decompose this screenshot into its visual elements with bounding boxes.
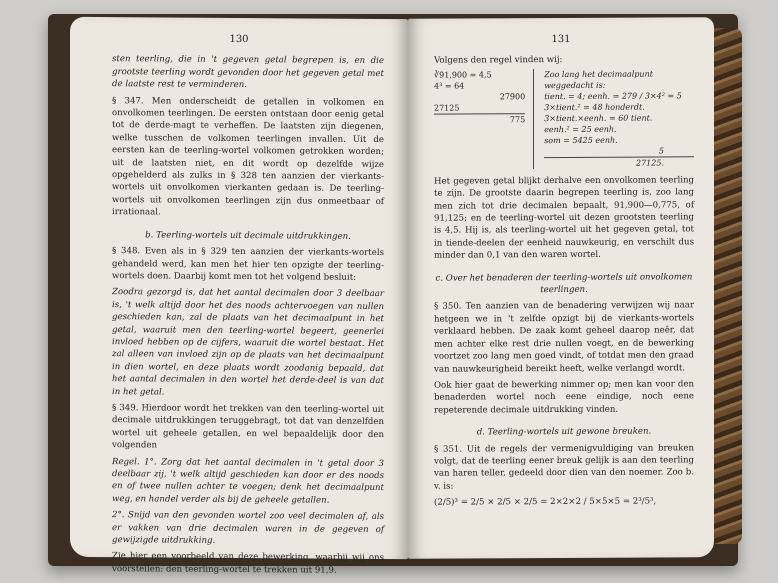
calc-line: 27900: [499, 92, 526, 102]
calc-left: [434, 69, 534, 170]
calc-line: 3×tient.² = 48 honderdt.: [544, 102, 645, 112]
page-number: 131: [551, 33, 571, 46]
calc-line: 27125.: [544, 156, 694, 169]
paragraph: Het gegeven getal blijkt derhalve een onvolkomen teerling te zijn. De grootste daarin begrepen teerling is, zoo lang men zich tot drie decimalen bepaalt, 91,900—0,775, of 91,125; en de teerling-wortel uit dezen grootsten teerling is 4,5. Hij is, als teerling-wortel uit het gegeven getal, tot in tiende-deelen der eenheid nauwkeurig, en verschilt dus minder dan 0,1 van den waren wortel.: [434, 175, 694, 261]
calc-line: eenh.² = 25 eenh.: [544, 124, 617, 134]
cube-root-calculation: [434, 68, 694, 169]
paragraph: Ook hier gaat de bewerking nimmer op; men kan voor den benaderden wortel noch eene eindige, noch eene repeterende decimale uitdrukking vinden.: [434, 379, 694, 416]
calc-line: 27125: [434, 103, 460, 113]
section-heading: c. Over het benaderen der teerling-wortels uit onvolkomen teerlingen.: [435, 271, 693, 296]
section-heading: b. Teerling-wortels uit decimale uitdrukkingen.: [145, 230, 351, 242]
paragraph: § 348. Even als in § 329 ten aanzien der vierkants-wortels gehandeld werd, kan men het hier ten opzigte der teerling-wortels doen. Daarbij komt men tot het volgend besluit:: [112, 246, 384, 283]
page-number: 130: [229, 33, 249, 46]
calc-line: 4³ = 64: [434, 81, 465, 91]
left-page-text: [70, 53, 408, 577]
calc-right: [534, 68, 694, 169]
paragraph: § 350. Ten aanzien van de benadering verwijzen wij naar hetgeen we in 't zelfde opzigt bij de vierkants-wortels verklaard hebben. De zaak komt geheel daarop neêr, dat men achter elke rest drie nullen voegt, en de bewerking voortzet zoo lang men goed vindt, of totdat men den graad van nauwkeurigheid bereikt heeft, welke verlangd wordt.: [434, 300, 694, 375]
paragraph: sten teerling, die in 't gegeven getal begrepen is, en die grootste teerling wordt gevonden door het gegeven getal met de laatste rest te verminderen.: [112, 54, 384, 91]
calc-line: 5: [658, 146, 664, 156]
calc-intro: Volgens den regel vinden wij:: [434, 55, 563, 67]
right-page-text: [434, 174, 694, 509]
calc-line: ∛91,900 = 4,5: [434, 70, 492, 80]
right-page: [408, 17, 714, 559]
calc-line: 3×tient.×eenh. = 60 tient.: [544, 113, 653, 123]
calc-line: som = 5425 eenh.: [544, 135, 618, 145]
paragraph: § 349. Hierdoor wordt het trekken van den teerling-wortel uit decimale uitdrukkingen teruggebragt, tot dat van denzelfden wortel uit geheele getallen, en wel bepaaldelijk door den volgenden: [112, 403, 384, 451]
calc-line: 775: [434, 113, 525, 125]
calc-line: Zoo lang het decimaalpunt weggedacht is:: [544, 69, 653, 90]
paragraph: 2°. Snijd van den gevonden wortel zoo veel decimalen af, als er vakken van drie decimalen waren in de gegeven of gewijzigde uitdrukking.: [112, 510, 384, 546]
paragraph: Zoodra gezorgd is, dat het aantal decimalen door 3 deelbaar is, 't welk altijd door het des noods achtervoegen van nullen geschieden kan, zal de plaats van het decimaalpunt in het getal, waaruit men den teerling-wortel begeert, geenerlei invloed hebben op de cijfers, waaruit die wortel bestaat. Het zal alleen van invloed zijn op de plaats van het decimaalpunt in dien wortel, en deze plaats wordt zoodanig bepaald, dat het aantal decimalen in den wortel het derde-deel is van dat in het getal.: [112, 287, 384, 398]
paragraph: § 351. Uit de regels der vermenigvuldiging van breuken volgt, dat de teerling eener breuk gelijk is aan den teerling van haren teller, gedeeld door dien van den noemer. Zoo b. v. is:: [434, 442, 694, 492]
paragraph: Regel. 1°. Zorg dat het aantal decimalen in 't getal door 3 deelbaar zij, 't welk altijd geschieden kan door er des noods en of twee nullen achter te voegen; denk het decimaalpunt weg, en handel verder als bij de geheele getallen.: [112, 456, 384, 506]
paragraph: (2/5)³ = 2/5 × 2/5 × 2/5 = 2×2×2 / 5×5×5 = 2³/5³,: [434, 496, 657, 508]
paragraph: Zie hier een voorbeeld van deze bewerking, waarbij wij ons voorstellen: den teerling-wortel te trekken uit 91,9.: [112, 551, 384, 576]
calc-line: tient. = 4; eenh. = 279 / 3×4² = 5: [544, 91, 682, 101]
paragraph: § 347. Men onderscheidt de getallen in volkomen en onvolkomen teerlingen. De eersten ontstaan door eenig getal tot de derde-magt te verheffen. De laatsten zijn diegenen, welke tusschen de volkomen teerlingen invallen. Uit de eersten kan de teerling-wortel volkomen getrokken worden; uit de laatsten niet, en dit wordt op dezelfde wijze opgehelderd als zulks in § 328 ten aanzien der vierkants-wortels uit onvolkomen vierkanten gedaan is. De teerling-wortels uit onvolkomen teerlingen zijn dus onmeetbaar of irrationaal.: [112, 95, 384, 218]
section-heading: d. Teerling-wortels uit gewone breuken.: [476, 426, 652, 438]
left-page: [70, 17, 408, 576]
